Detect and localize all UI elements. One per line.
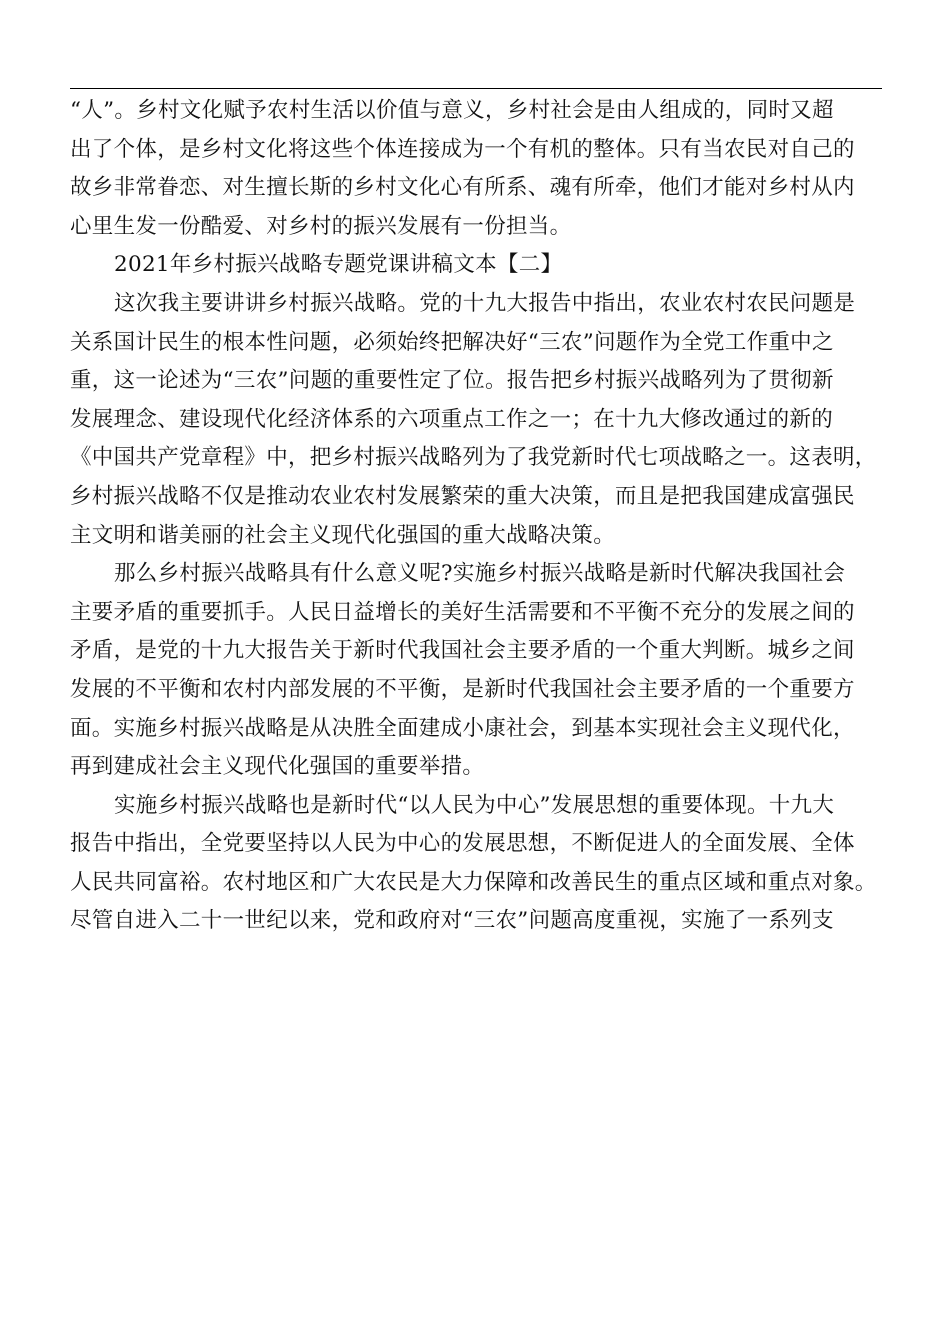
text-line: 那么乡村振兴战略具有什么意义呢?实施乡村振兴战略是新时代解决我国社会 — [114, 561, 846, 587]
text-line: 2021年乡村振兴战略专题党课讲稿文本【二】 — [114, 252, 563, 278]
text-line: 出了个体，是乡村文化将这些个体连接成为一个有机的整体。只有当农民对自己的 — [70, 136, 855, 162]
text-line: 实施乡村振兴战略也是新时代“以人民为中心”发展思想的重要体现。十九大 — [114, 792, 835, 818]
text-line: 再到建成社会主义现代化强国的重要举措。 — [70, 754, 485, 780]
paragraph — [70, 787, 882, 941]
text-line: 发展理念、建设现代化经济体系的六项重点工作之一；在十九大修改通过的新的 — [70, 406, 834, 432]
section-heading — [70, 246, 882, 285]
text-line: 面。实施乡村振兴战略是从决胜全面建成小康社会，到基本实现社会主义现代化， — [70, 715, 855, 741]
text-line: 报告中指出，全党要坚持以人民为中心的发展思想，不断促进人的全面发展、全体 — [70, 831, 855, 857]
text-line: 矛盾，是党的十九大报告关于新时代我国社会主要矛盾的一个重大判断。城乡之间 — [70, 638, 855, 664]
paragraph — [70, 555, 882, 787]
text-line: 关系国计民生的根本性问题，必须始终把解决好“三农”问题作为全党工作重中之 — [70, 329, 834, 355]
paragraph — [70, 285, 882, 555]
document-body — [70, 92, 882, 941]
text-line: 重，这一论述为“三农”问题的重要性定了位。报告把乡村振兴战略列为了贯彻新 — [70, 368, 834, 394]
text-line: “人”。乡村文化赋予农村生活以价值与意义，乡村社会是由人组成的，同时又超 — [70, 98, 834, 123]
text-line: 《中国共产党章程》中，把乡村振兴战略列为了我党新时代七项战略之一。这表明， — [70, 445, 877, 471]
text-line: 主文明和谐美丽的社会主义现代化强国的重大战略决策。 — [70, 522, 616, 548]
paragraph — [70, 92, 882, 246]
text-line: 这次我主要讲讲乡村振兴战略。党的十九大报告中指出，农业农村农民问题是 — [114, 290, 856, 316]
text-line: 发展的不平衡和农村内部发展的不平衡，是新时代我国社会主要矛盾的一个重要方 — [70, 676, 855, 702]
header-rule — [70, 88, 882, 89]
text-line: 主要矛盾的重要抓手。人民日益增长的美好生活需要和不平衡不充分的发展之间的 — [70, 599, 855, 625]
text-line: 尽管自进入二十一世纪以来，党和政府对“三农”问题高度重视，实施了一系列支 — [70, 908, 834, 934]
text-line: 乡村振兴战略不仅是推动农业农村发展繁荣的重大决策，而且是把我国建成富强民 — [70, 483, 855, 509]
text-line: 人民共同富裕。农村地区和广大农民是大力保障和改善民生的重点区域和重点对象。 — [70, 869, 877, 895]
text-line: 心里生发一份酷爱、对乡村的振兴发展有一份担当。 — [70, 213, 572, 239]
text-line: 故乡非常眷恋、对生擅长斯的乡村文化心有所系、魂有所牵，他们才能对乡村从内 — [70, 175, 855, 201]
